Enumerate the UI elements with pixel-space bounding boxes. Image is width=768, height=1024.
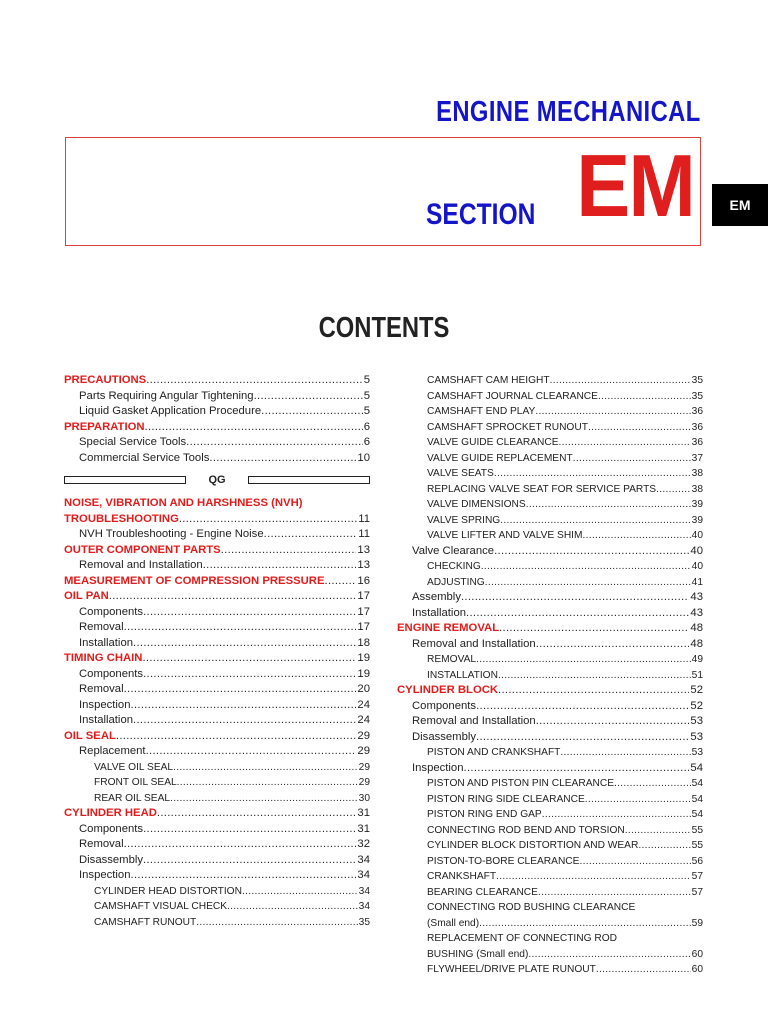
toc-leader-dots [124, 682, 357, 698]
toc-page-number: 54 [691, 778, 703, 789]
toc-entry-title: Installation [79, 714, 134, 726]
toc-entry-title: VALVE OIL SEAL [94, 761, 174, 773]
toc-entry[interactable] [397, 854, 703, 870]
toc-page-number: 38 [691, 468, 703, 479]
toc-entry-title: CRANKSHAFT [427, 871, 497, 882]
toc-entry-title: Components [412, 699, 477, 712]
toc-entry-title: REAR OIL SEAL [94, 792, 171, 804]
toc-entry-title: PISTON RING SIDE CLEARANCE [427, 793, 585, 805]
engine-mechanical-title: ENGINE MECHANICAL [436, 96, 701, 128]
toc-page-number: 6 [363, 420, 370, 433]
toc-leader-dots [116, 729, 357, 745]
toc-right-group-a [397, 373, 703, 900]
toc-page-number: 10 [357, 451, 370, 464]
toc-leader-dots [146, 744, 357, 760]
divider-label: QG [208, 474, 226, 486]
toc-entry[interactable] [397, 637, 703, 653]
toc-leader-dots [526, 497, 691, 513]
toc-entry-title: OIL SEAL [64, 729, 116, 742]
toc-page-number: 41 [691, 576, 703, 588]
toc-leader-dots [203, 558, 357, 574]
toc-page-number: 39 [691, 514, 703, 526]
toc-entry[interactable] [397, 916, 703, 932]
toc-entry[interactable] [397, 776, 703, 792]
toc-leader-dots [550, 373, 691, 389]
toc-section-entry[interactable] [64, 512, 370, 528]
toc-leader-dots [528, 947, 690, 963]
toc-leader-dots [560, 745, 690, 761]
toc-entry-title: CAMSHAFT VISUAL CHECK [94, 901, 228, 912]
toc-entry-title: Components [79, 605, 144, 618]
toc-entry-title: ADJUSTING [427, 576, 485, 588]
toc-leader-dots [476, 652, 691, 668]
toc-entry-title: INSTALLATION [427, 669, 498, 681]
bushing-clearance-heading: CONNECTING ROD BUSHING CLEARANCE [427, 902, 636, 913]
toc-leader-dots [157, 806, 357, 822]
toc-leader-dots [614, 776, 691, 792]
toc-right-column [397, 373, 703, 978]
toc-leader-dots [461, 590, 689, 606]
toc-page-number: 24 [357, 698, 370, 711]
toc-page-number: 11 [358, 512, 370, 525]
toc-entry-title: Commercial Service Tools [79, 451, 210, 464]
toc-page-number: 34 [358, 885, 370, 897]
toc-entry[interactable] [397, 714, 703, 730]
toc-entry[interactable] [397, 745, 703, 761]
toc-entry[interactable] [64, 404, 370, 420]
toc-leader-dots [656, 482, 691, 498]
toc-leader-dots [146, 373, 362, 389]
toc-entry-title: Special Service Tools [79, 436, 187, 448]
toc-entry-title: Inspection [79, 869, 131, 881]
toc-section-entry[interactable] [64, 806, 370, 822]
toc-page-number: 35 [691, 390, 703, 402]
toc-page-number: 48 [690, 622, 703, 634]
toc-entry-title: Parts Requiring Angular Tightening [79, 389, 254, 402]
toc-page-number: 57 [691, 871, 703, 882]
toc-page-number: 6 [363, 436, 370, 448]
toc-entry-title: CYLINDER BLOCK [397, 684, 499, 696]
toc-page-number: 20 [357, 683, 370, 695]
toc-page-number: 55 [691, 824, 703, 836]
toc-entry-title: REPLACING VALVE SEAT FOR SERVICE PARTS [427, 483, 657, 495]
toc-entry[interactable] [64, 915, 370, 931]
toc-page-number: 40 [691, 530, 703, 541]
toc-page-number: 35 [358, 916, 370, 928]
toc-leader-dots [124, 837, 357, 853]
toc-leader-dots [638, 838, 690, 854]
toc-leader-dots [500, 513, 690, 529]
toc-page-number: 38 [691, 483, 703, 495]
toc-entry-title: Removal and Installation [79, 559, 203, 571]
toc-entry-title: VALVE LIFTER AND VALVE SHIM [427, 530, 583, 541]
toc-right-group-b [397, 947, 703, 978]
toc-entry-title: BEARING CLEARANCE [427, 886, 538, 898]
toc-section-entry[interactable] [64, 651, 370, 667]
toc-leader-dots [476, 699, 689, 715]
contents-heading: CONTENTS [318, 312, 450, 344]
toc-page-number: 18 [357, 636, 370, 649]
toc-entry-title: Installation [79, 636, 134, 649]
toc-page-number: 11 [358, 528, 370, 540]
toc-entry-title: Valve Clearance [412, 544, 495, 557]
toc-left-group-a [64, 373, 370, 466]
toc-page-number: 19 [357, 652, 370, 664]
toc-entry-title: PISTON-TO-BORE CLEARANCE [427, 855, 580, 867]
toc-page-number: 24 [357, 714, 370, 726]
toc-section-entry[interactable] [64, 420, 370, 436]
toc-right-bushing [397, 916, 703, 932]
toc-entry[interactable] [397, 947, 703, 963]
toc-entry-title: CAMSHAFT END PLAY [427, 406, 536, 417]
toc-page-number: 29 [357, 745, 370, 757]
toc-entry-title: TIMING CHAIN [64, 652, 143, 664]
toc-leader-dots [479, 916, 691, 932]
toc-entry[interactable] [397, 792, 703, 808]
toc-entry-title: Components [79, 667, 144, 680]
toc-leader-dots [481, 559, 691, 575]
toc-entry[interactable] [397, 807, 703, 823]
toc-entry[interactable] [64, 620, 370, 636]
toc-page-number: 55 [691, 840, 703, 851]
toc-page-number: 54 [690, 761, 703, 774]
toc-entry[interactable] [64, 791, 370, 807]
toc-entry[interactable] [397, 575, 703, 591]
toc-entry-title: Inspection [412, 761, 464, 774]
toc-leader-dots [559, 435, 691, 451]
toc-page-number: 35 [691, 375, 703, 386]
toc-leader-dots [173, 760, 358, 776]
toc-entry[interactable] [64, 775, 370, 791]
toc-page-number: 13 [357, 559, 370, 571]
toc-leader-dots [131, 868, 357, 884]
toc-entry-title: Disassembly [79, 853, 144, 866]
toc-entry-title: PISTON RING END GAP [427, 809, 542, 820]
toc-entry-title: Removal and Installation [412, 715, 536, 727]
toc-entry[interactable] [64, 744, 370, 760]
toc-entry[interactable] [64, 884, 370, 900]
toc-page-number: 30 [358, 792, 370, 804]
toc-leader-dots [177, 775, 358, 791]
toc-section-entry[interactable] [64, 574, 370, 590]
toc-leader-dots [466, 606, 689, 622]
toc-leader-dots [598, 389, 691, 405]
toc-entry-title: VALVE DIMENSIONS [427, 499, 526, 510]
toc-entry-title: CYLINDER HEAD [64, 807, 157, 819]
toc-page-number: 54 [691, 809, 703, 820]
toc-leader-dots [143, 822, 356, 838]
toc-page-number: 52 [690, 699, 703, 712]
toc-leader-dots [186, 435, 363, 451]
toc-leader-dots [242, 884, 358, 900]
toc-page-number: 49 [691, 654, 703, 665]
toc-page-number: 5 [363, 405, 370, 417]
toc-entry-title: CAMSHAFT SPROCKET RUNOUT [427, 421, 588, 433]
toc-page-number: 34 [358, 901, 370, 912]
toc-page-number: 37 [691, 452, 703, 464]
toc-entry[interactable] [397, 559, 703, 575]
qg-divider [64, 470, 370, 490]
toc-leader-dots [133, 636, 356, 652]
toc-page-number: 60 [691, 948, 703, 960]
toc-leader-dots [209, 451, 356, 467]
toc-entry-title: VALVE GUIDE REPLACEMENT [427, 452, 573, 464]
toc-entry[interactable] [64, 713, 370, 729]
toc-left-group-b [64, 512, 370, 931]
toc-entry-title: Replacement [79, 745, 146, 757]
toc-entry-title: CHECKING [427, 561, 481, 572]
toc-entry[interactable] [397, 544, 703, 560]
toc-entry[interactable] [397, 482, 703, 498]
toc-entry[interactable] [397, 730, 703, 746]
toc-entry-title: Removal [79, 683, 124, 695]
toc-entry[interactable] [397, 869, 703, 885]
toc-entry-title: PISTON AND PISTON PIN CLEARANCE [427, 778, 615, 789]
toc-entry[interactable] [397, 606, 703, 622]
toc-entry-title: Removal and Installation [412, 637, 536, 650]
toc-page-number: 36 [691, 437, 703, 448]
toc-entry[interactable] [397, 513, 703, 529]
section-word: SECTION [425, 198, 535, 231]
toc-entry-title: OIL PAN [64, 590, 109, 602]
toc-entry[interactable] [397, 451, 703, 467]
toc-entry[interactable] [64, 389, 370, 405]
toc-leader-dots [625, 823, 691, 839]
toc-leader-dots [254, 389, 363, 405]
toc-page-number: 31 [357, 822, 370, 835]
toc-page-number: 32 [357, 838, 370, 850]
toc-entry-title: CAMSHAFT RUNOUT [94, 916, 197, 928]
section-side-tab[interactable]: EM [712, 184, 768, 226]
toc-leader-dots [494, 466, 691, 482]
toc-leader-dots [143, 605, 356, 621]
toc-leader-dots [588, 420, 691, 436]
toc-entry[interactable] [397, 668, 703, 684]
toc-leader-dots [325, 574, 357, 590]
toc-leader-dots [498, 683, 689, 699]
toc-leader-dots [573, 451, 691, 467]
toc-page-number: 5 [363, 374, 370, 386]
divider-box-right [248, 476, 370, 484]
toc-page-number: 13 [357, 543, 370, 556]
toc-entry[interactable] [397, 823, 703, 839]
toc-entry-title: Assembly [412, 591, 461, 603]
toc-leader-dots [179, 512, 357, 528]
toc-page-number: 40 [691, 561, 703, 572]
toc-page-number: 29 [358, 777, 370, 788]
toc-section-entry[interactable] [64, 729, 370, 745]
toc-entry[interactable] [397, 838, 703, 854]
toc-entry[interactable] [397, 373, 703, 389]
toc-leader-dots [170, 791, 358, 807]
toc-leader-dots [133, 713, 356, 729]
toc-page-number: 36 [691, 421, 703, 433]
toc-page-number: 40 [690, 544, 703, 557]
toc-entry[interactable] [397, 404, 703, 420]
toc-page-number: 53 [690, 715, 703, 727]
toc-entry-title: VALVE GUIDE CLEARANCE [427, 437, 559, 448]
toc-entry-title: TROUBLESHOOTING [64, 512, 179, 525]
toc-entry-title: PREPARATION [64, 420, 145, 433]
toc-left-column [64, 373, 370, 930]
toc-entry[interactable] [64, 899, 370, 915]
toc-entry[interactable] [397, 590, 703, 606]
toc-page-number: 48 [690, 637, 703, 650]
toc-page-number: 17 [357, 590, 370, 602]
toc-leader-dots [498, 668, 691, 684]
toc-page-number: 59 [691, 917, 703, 929]
toc-entry-title: VALVE SPRING [427, 514, 501, 526]
toc-entry-title: ENGINE REMOVAL [397, 622, 500, 634]
toc-page-number: 34 [357, 869, 370, 881]
toc-page-number: 36 [691, 406, 703, 417]
toc-page-number: 54 [691, 793, 703, 805]
toc-section-entry[interactable] [397, 621, 703, 637]
toc-entry-title: FRONT OIL SEAL [94, 777, 177, 788]
toc-leader-dots [579, 854, 690, 870]
toc-page-number: 51 [691, 669, 703, 681]
toc-page-number: 43 [690, 606, 703, 619]
toc-page-number: 52 [690, 684, 703, 696]
toc-entry[interactable] [64, 837, 370, 853]
toc-page-number: 43 [690, 591, 703, 603]
toc-leader-dots [538, 885, 691, 901]
toc-section-entry[interactable] [64, 589, 370, 605]
toc-page-number: 19 [357, 667, 370, 680]
toc-entry[interactable] [397, 420, 703, 436]
toc-entry[interactable] [64, 558, 370, 574]
toc-section-entry[interactable] [64, 543, 370, 559]
toc-leader-dots [196, 915, 357, 931]
toc-page-number: 16 [357, 574, 370, 587]
toc-leader-dots [485, 575, 691, 591]
toc-leader-dots [143, 667, 356, 683]
toc-entry[interactable] [64, 667, 370, 683]
toc-entry[interactable] [397, 435, 703, 451]
toc-page-number: 17 [357, 621, 370, 633]
toc-entry-title: PRECAUTIONS [64, 374, 147, 386]
toc-entry[interactable] [397, 652, 703, 668]
toc-entry-title: (Small end) [427, 917, 480, 929]
toc-entry[interactable] [64, 605, 370, 621]
toc-leader-dots [536, 714, 690, 730]
toc-page-number: 39 [691, 499, 703, 510]
toc-leader-dots [109, 589, 357, 605]
toc-page-number: 29 [358, 761, 370, 773]
toc-leader-dots [264, 527, 358, 543]
toc-entry[interactable] [397, 497, 703, 513]
toc-leader-dots [476, 730, 689, 746]
toc-entry[interactable] [64, 822, 370, 838]
toc-entry[interactable] [397, 389, 703, 405]
toc-entry[interactable] [64, 698, 370, 714]
toc-entry-title: Inspection [79, 698, 131, 711]
toc-entry-title: VALVE SEATS [427, 468, 494, 479]
toc-entry[interactable] [64, 636, 370, 652]
toc-entry-title: Removal [79, 621, 124, 633]
toc-entry-title: CAMSHAFT JOURNAL CLEARANCE [427, 390, 598, 402]
toc-entry[interactable] [64, 868, 370, 884]
toc-leader-dots [542, 807, 691, 823]
toc-entry-title: BUSHING (Small end) [427, 948, 529, 960]
toc-entry-title: FLYWHEEL/DRIVE PLATE RUNOUT [427, 964, 596, 975]
toc-leader-dots [583, 528, 691, 544]
toc-entry[interactable] [64, 451, 370, 467]
toc-leader-dots [145, 420, 363, 436]
toc-leader-dots [131, 698, 357, 714]
toc-entry-title: CAMSHAFT CAM HEIGHT [427, 375, 550, 386]
toc-entry[interactable] [64, 682, 370, 698]
toc-page-number: 56 [691, 855, 703, 867]
toc-page-number: 17 [357, 605, 370, 618]
toc-leader-dots [496, 869, 691, 885]
toc-section-entry[interactable] [64, 373, 370, 389]
toc-leader-dots [535, 404, 690, 420]
toc-entry[interactable] [397, 528, 703, 544]
toc-section-entry[interactable] [397, 683, 703, 699]
section-code: EM [576, 136, 694, 235]
toc-entry-title: Installation [412, 606, 467, 619]
toc-leader-dots [499, 621, 689, 637]
toc-entry[interactable] [64, 527, 370, 543]
toc-leader-dots [261, 404, 363, 420]
toc-leader-dots [142, 651, 356, 667]
toc-page-number: 53 [690, 730, 703, 743]
toc-page-number: 57 [691, 886, 703, 898]
toc-leader-dots [536, 637, 690, 653]
toc-entry[interactable] [397, 466, 703, 482]
toc-entry[interactable] [64, 435, 370, 451]
toc-entry-title: Disassembly [412, 730, 477, 743]
toc-entry-title: PISTON AND CRANKSHAFT [427, 747, 561, 758]
toc-entry[interactable] [64, 853, 370, 869]
nvh-heading[interactable]: NOISE, VIBRATION AND HARSHNESS (NVH) [64, 497, 303, 509]
toc-leader-dots [124, 620, 357, 636]
toc-entry-title: Liquid Gasket Application Procedure [79, 405, 262, 417]
toc-leader-dots [464, 761, 690, 777]
toc-leader-dots [143, 853, 356, 869]
toc-leader-dots [585, 792, 691, 808]
toc-entry-title: MEASUREMENT OF COMPRESSION PRESSURE [64, 574, 325, 587]
rod-replacement-heading: REPLACEMENT OF CONNECTING ROD [427, 933, 617, 944]
toc-entry-title: CYLINDER BLOCK DISTORTION AND WEAR [427, 840, 639, 851]
toc-entry[interactable] [397, 962, 703, 978]
toc-page-number: 53 [691, 747, 703, 758]
toc-entry-title: NVH Troubleshooting - Engine Noise [79, 528, 264, 540]
toc-page-number: 60 [691, 964, 703, 975]
toc-page-number: 31 [357, 807, 370, 819]
toc-leader-dots [227, 899, 358, 915]
toc-entry-title: CONNECTING ROD BEND AND TORSION [427, 824, 625, 836]
toc-page-number: 5 [363, 389, 370, 402]
toc-entry[interactable] [64, 760, 370, 776]
toc-entry-title: Removal [79, 838, 124, 850]
toc-entry-title: OUTER COMPONENT PARTS [64, 543, 221, 556]
toc-entry[interactable] [397, 761, 703, 777]
toc-leader-dots [494, 544, 689, 560]
toc-page-number: 34 [357, 853, 370, 866]
toc-entry-title: CYLINDER HEAD DISTORTION [94, 885, 242, 897]
divider-box-left [64, 476, 186, 484]
toc-page-number: 29 [357, 729, 370, 742]
toc-entry-title: Components [79, 822, 144, 835]
toc-leader-dots [221, 543, 357, 559]
toc-leader-dots [596, 962, 691, 978]
toc-entry[interactable] [397, 885, 703, 901]
toc-entry[interactable] [397, 699, 703, 715]
toc-entry-title: REMOVAL [427, 654, 477, 665]
